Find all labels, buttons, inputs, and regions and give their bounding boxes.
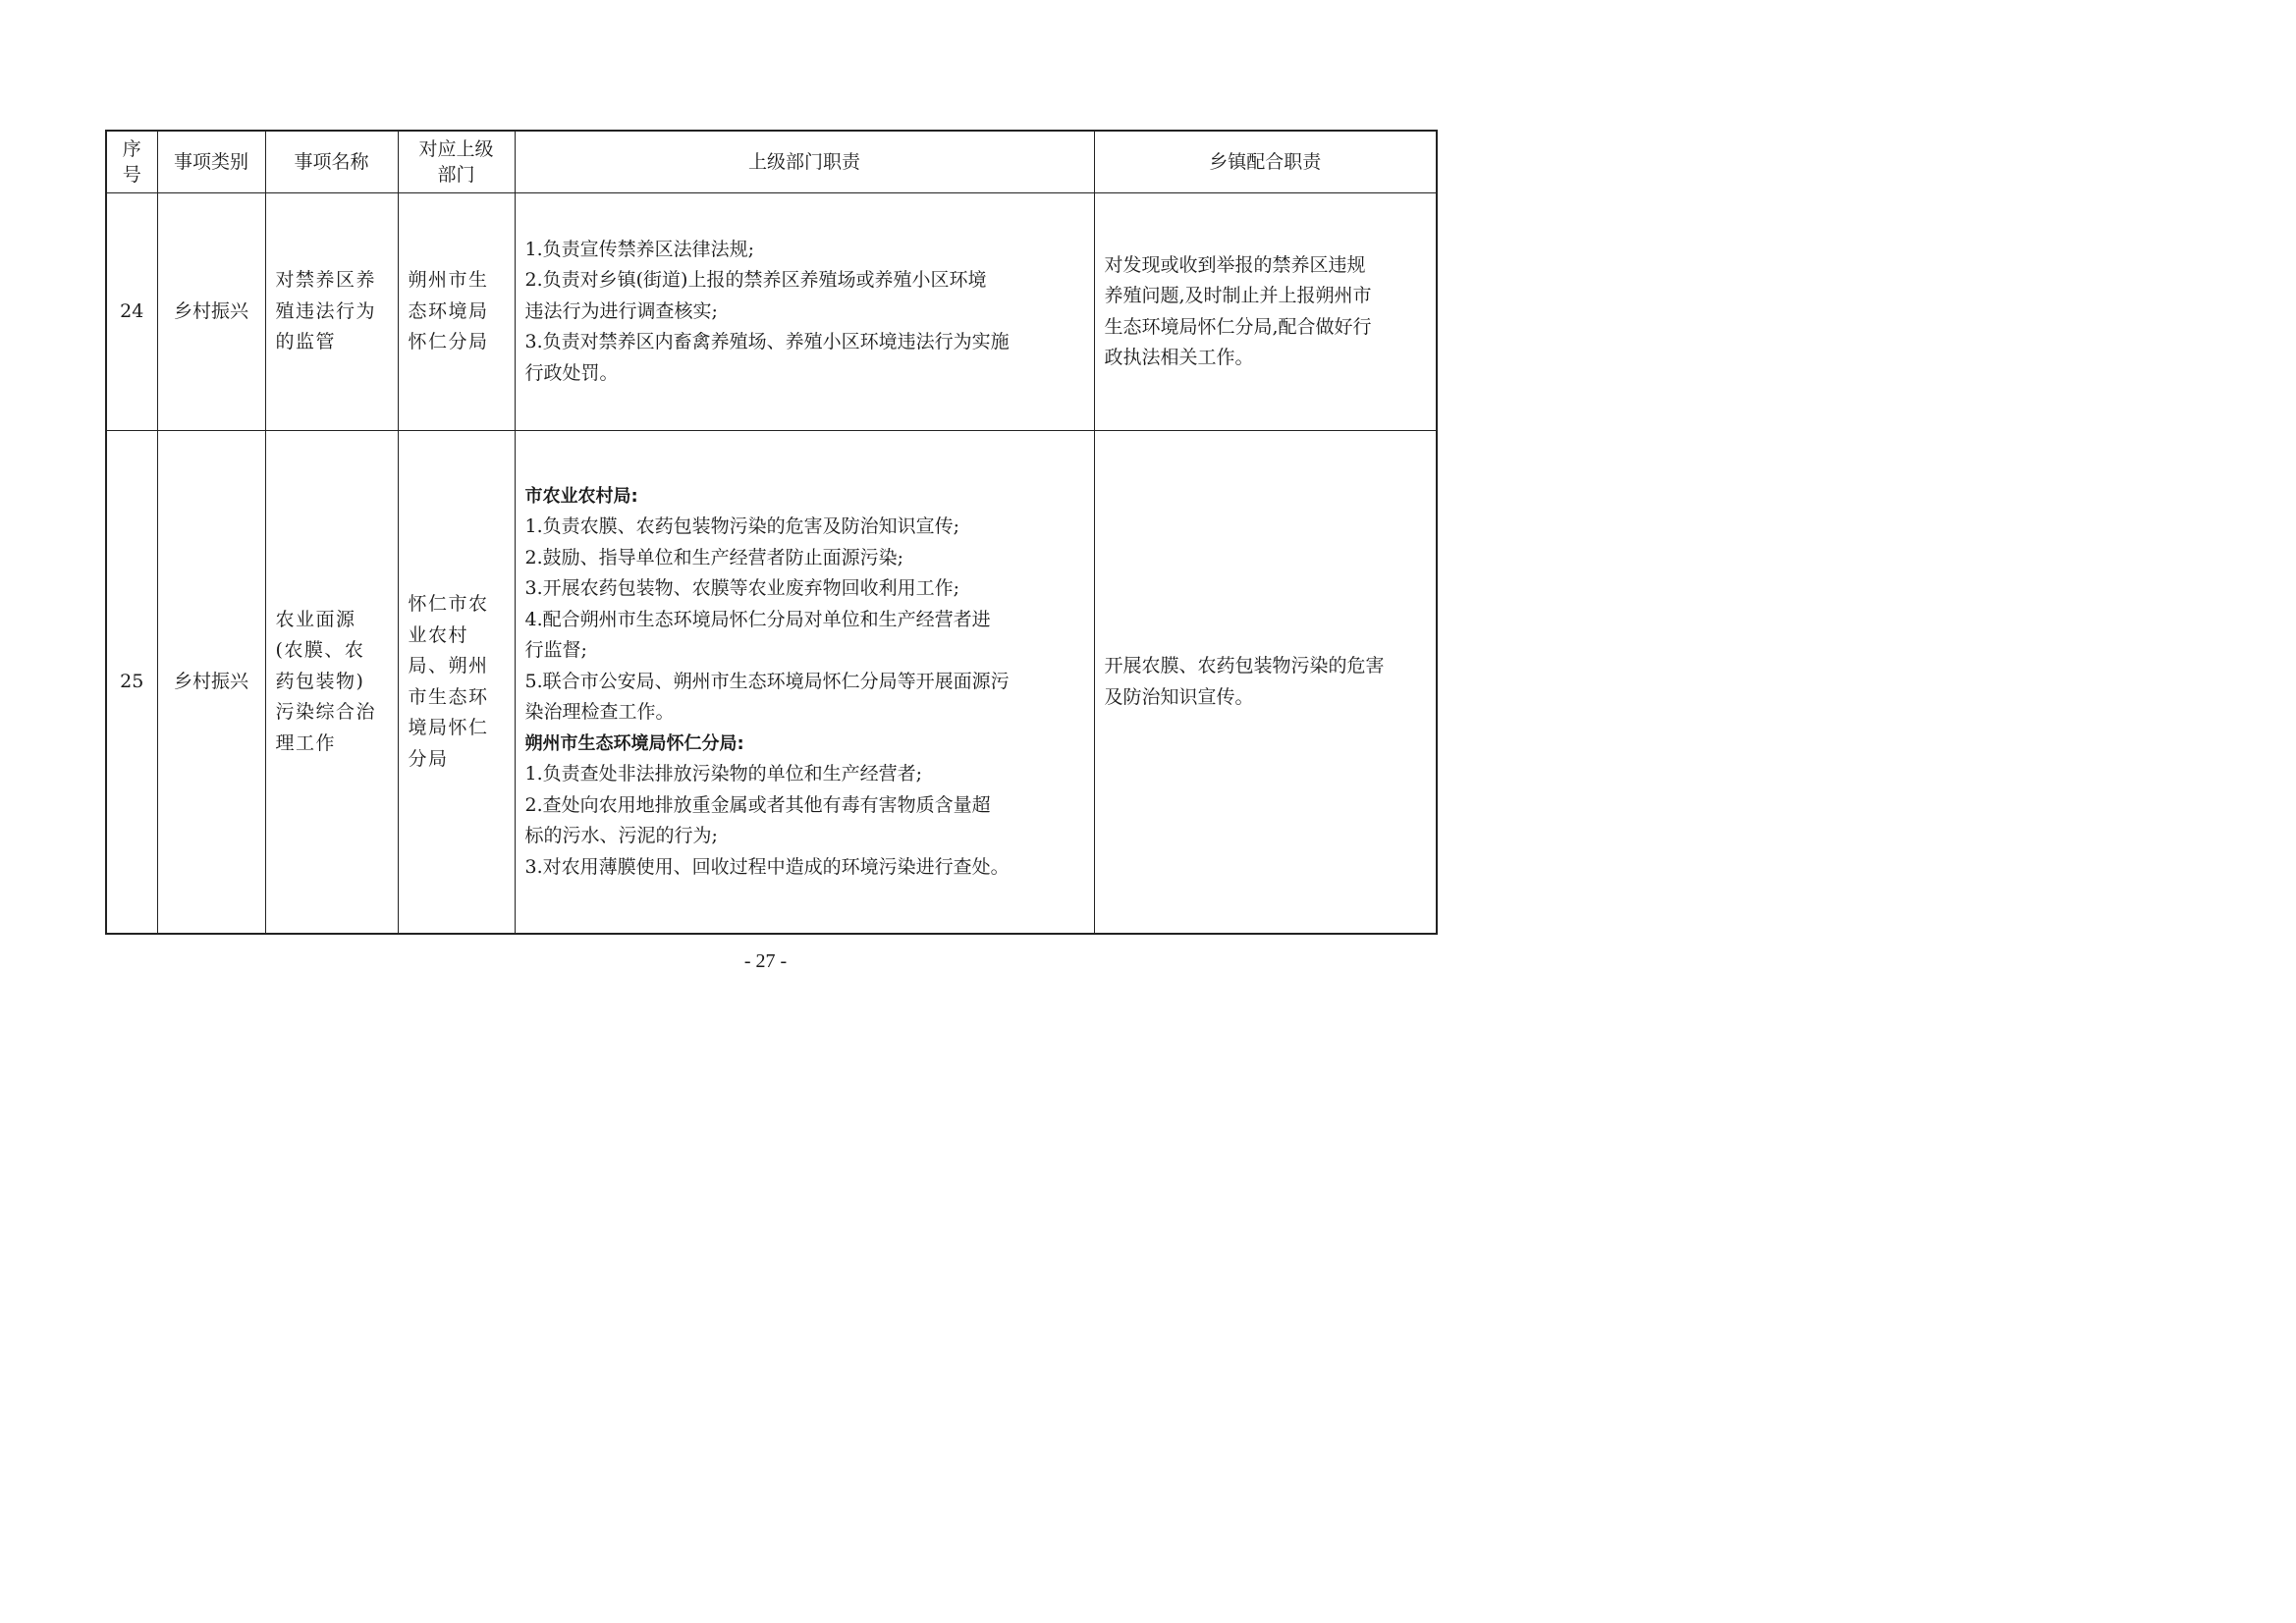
duty-line: 2.鼓励、指导单位和生产经营者防止面源污染;	[524, 546, 904, 568]
row-seq: 24	[106, 193, 157, 431]
duty-line: 1.负责宣传禁养区法律法规;	[524, 238, 755, 260]
town-duty-line: 对发现或收到举报的禁养区违规	[1104, 253, 1366, 276]
row-dept	[398, 431, 515, 935]
duty-line: 2.查处向农用地排放重金属或者其他有毒有害物质含量超	[524, 793, 991, 816]
duty-line: 3.开展农药包装物、农膜等农业废弃物回收利用工作;	[524, 577, 960, 600]
duty-line: 4.配合朔州市生态环境局怀仁分局对单位和生产经营者进	[524, 608, 991, 630]
dept-line: 业农村	[408, 623, 469, 646]
row-town-duty	[1094, 193, 1437, 431]
header-category: 事项类别	[157, 131, 265, 193]
duty-table	[105, 130, 1438, 935]
row-superior-duty	[515, 431, 1094, 935]
duty-subheading: 市农业农村局:	[524, 485, 638, 507]
town-duty-line: 开展农膜、农药包装物污染的危害	[1104, 655, 1385, 676]
row-seq: 25	[106, 431, 157, 935]
row-superior-duty	[515, 193, 1094, 431]
header-name: 事项名称	[265, 131, 398, 193]
duty-line: 行监督;	[524, 639, 587, 662]
duty-line: 标的污水、污泥的行为;	[524, 825, 718, 847]
dept-line: 境局怀仁	[408, 717, 489, 738]
town-duty-line: 养殖问题,及时制止并上报朔州市	[1104, 285, 1372, 306]
row-category: 乡村振兴	[157, 193, 265, 431]
dept-line: 怀仁市农	[408, 593, 489, 615]
name-line: 的监管	[275, 331, 337, 353]
header-superior-duty: 上级部门职责	[515, 131, 1094, 193]
dept-line: 分局	[408, 747, 449, 770]
table-row	[106, 431, 1437, 935]
town-duty-line: 政执法相关工作。	[1104, 347, 1254, 368]
dept-line: 态环境局	[408, 299, 489, 322]
dept-line: 局、朔州	[408, 655, 489, 676]
dept-line: 市生态环	[408, 685, 489, 708]
name-line: (农膜、农	[275, 639, 365, 662]
page-number: - 27 -	[743, 950, 788, 972]
name-line: 对禁养区养	[275, 269, 377, 292]
header-seq-line: 号	[122, 164, 141, 186]
header-dept-line: 部门	[437, 164, 475, 186]
table-row	[106, 193, 1437, 431]
dept-line: 怀仁分局	[408, 331, 489, 353]
duty-line: 3.对农用薄膜使用、回收过程中造成的环境污染进行查处。	[524, 855, 1010, 878]
dept-line: 朔州市生	[408, 269, 489, 292]
name-line: 理工作	[275, 731, 337, 754]
row-town-duty	[1094, 431, 1437, 935]
name-line: 农业面源	[275, 608, 356, 630]
duty-line: 违法行为进行调查核实;	[524, 299, 718, 322]
duty-subheading: 朔州市生态环境局怀仁分局:	[524, 732, 744, 754]
name-line: 药包装物)	[275, 670, 365, 692]
row-dept	[398, 193, 515, 431]
header-row	[106, 131, 1437, 193]
duty-line: 1.负责查处非法排放污染物的单位和生产经营者;	[524, 763, 923, 785]
header-dept-line: 对应上级	[418, 138, 494, 160]
duty-line: 5.联合市公安局、朔州市生态环境局怀仁分局等开展面源污	[524, 670, 1010, 692]
duty-line: 行政处罚。	[524, 361, 619, 384]
town-duty-line: 及防治知识宣传。	[1104, 685, 1254, 708]
duty-line: 3.负责对禁养区内畜禽养殖场、养殖小区环境违法行为实施	[524, 331, 1010, 353]
name-line: 污染综合治	[275, 701, 377, 724]
row-category: 乡村振兴	[157, 431, 265, 935]
duty-line: 1.负责农膜、农药包装物污染的危害及防治知识宣传;	[524, 515, 960, 538]
header-seq	[106, 131, 157, 193]
duty-line: 染治理检查工作。	[524, 701, 675, 724]
header-dept	[398, 131, 515, 193]
header-town-duty: 乡镇配合职责	[1094, 131, 1437, 193]
header-seq-line: 序	[122, 138, 141, 160]
duty-line: 2.负责对乡镇(街道)上报的禁养区养殖场或养殖小区环境	[524, 269, 987, 292]
name-line: 殖违法行为	[275, 299, 377, 322]
row-item-name	[265, 431, 398, 935]
row-item-name	[265, 193, 398, 431]
town-duty-line: 生态环境局怀仁分局,配合做好行	[1104, 315, 1372, 338]
